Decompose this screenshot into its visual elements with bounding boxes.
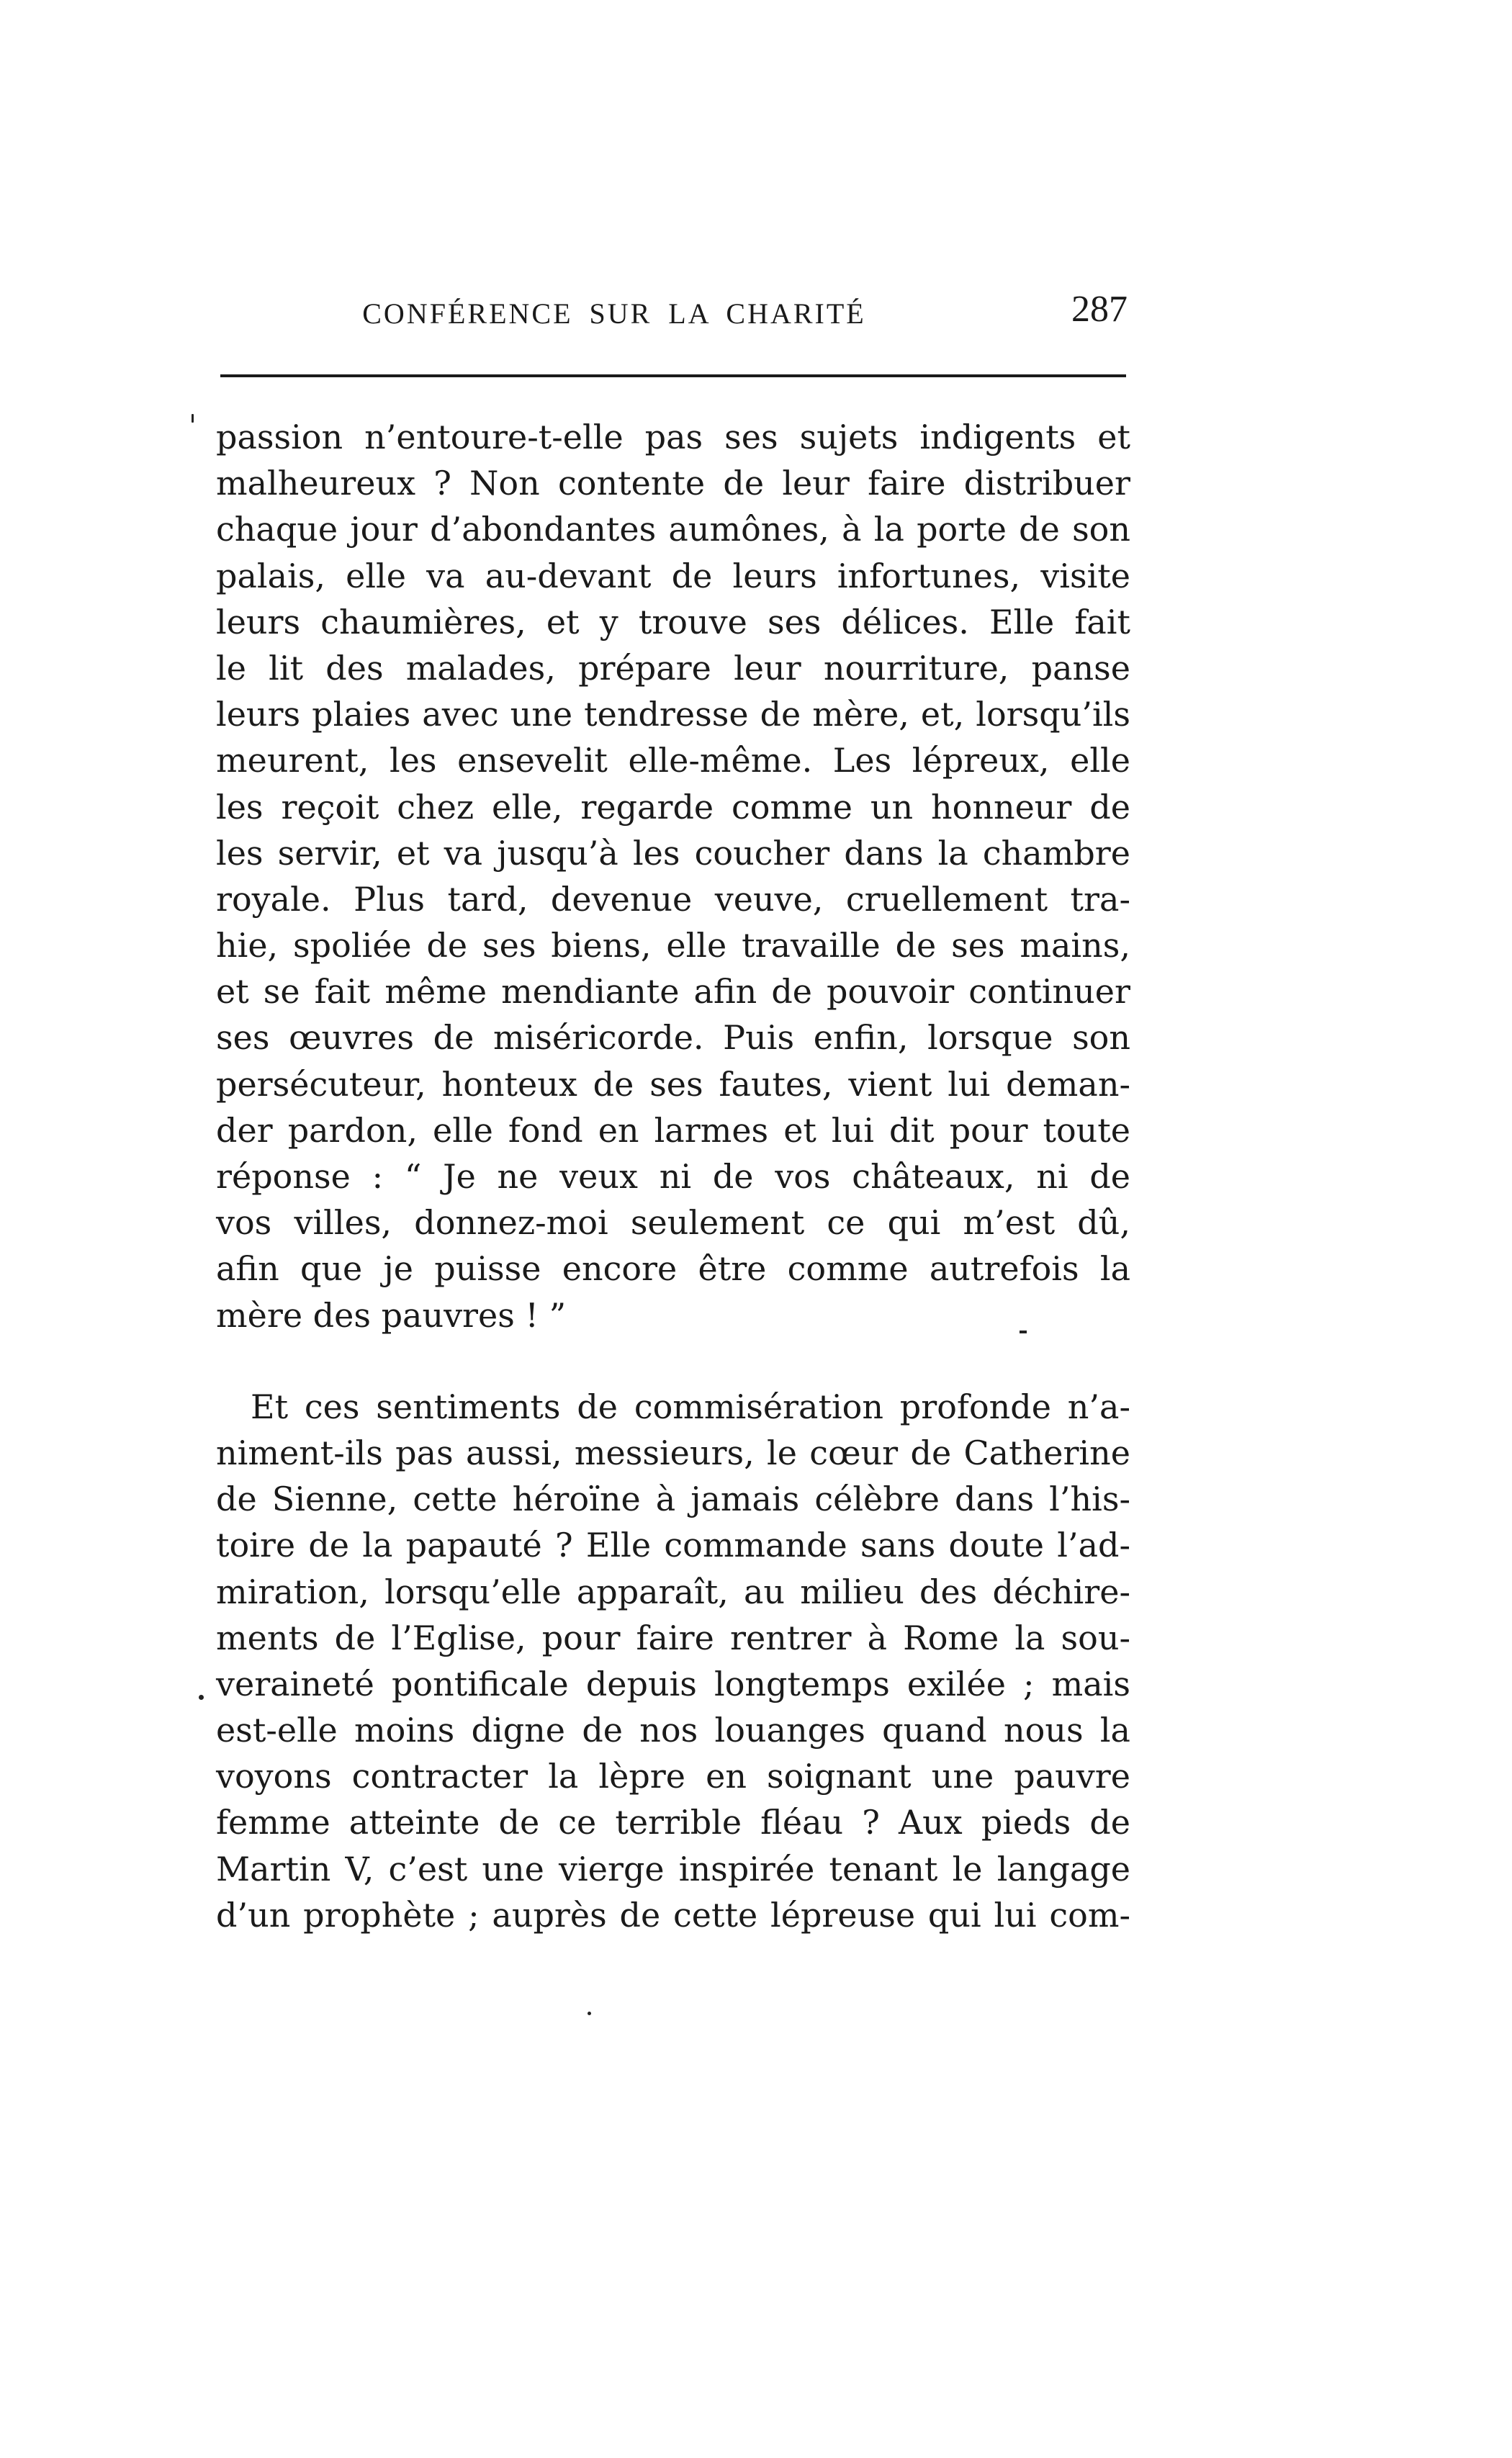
text-line: afin que je puisse encore être comme autrefois la bbox=[216, 1249, 1130, 1289]
paragraph-2 bbox=[216, 1384, 1130, 1938]
text-line: d’un prophète ; auprès de cette lépreuse qui lui com- bbox=[216, 1895, 1130, 1935]
text-line: de Sienne, cette héroïne à jamais célèbre dans l’his- bbox=[216, 1480, 1130, 1519]
running-title: CONFÉRENCE SUR LA CHARITÉ bbox=[362, 297, 866, 330]
margin-speck bbox=[199, 1695, 204, 1700]
text-line: ses œuvres de miséricorde. Puis enfin, lorsque son bbox=[216, 1018, 1130, 1058]
text-line: niment-ils pas aussi, messieurs, le cœur de Catherine bbox=[216, 1433, 1130, 1472]
margin-speck bbox=[588, 2012, 591, 2015]
paragraph-1 bbox=[216, 414, 1130, 1338]
margin-speck bbox=[192, 414, 194, 423]
text-line: Martin V, c’est une vierge inspirée tenant le langage bbox=[216, 1849, 1130, 1888]
text-line: le lit des malades, prépare leur nourriture, panse bbox=[216, 648, 1130, 688]
text-line: malheureux ? Non contente de leur faire distribuer bbox=[216, 464, 1130, 503]
paragraph-gap bbox=[216, 1338, 1130, 1384]
page-number: 287 bbox=[1071, 289, 1128, 330]
text-line: royale. Plus tard, devenue veuve, cruellement tra- bbox=[216, 879, 1130, 919]
text-line: palais, elle va au-devant de leurs infortunes, visite bbox=[216, 556, 1130, 595]
running-head bbox=[216, 288, 1128, 338]
text-line: veraineté pontificale depuis longtemps exilée ; mais bbox=[216, 1664, 1130, 1703]
text-line: voyons contracter la lèpre en soignant une pauvre bbox=[216, 1757, 1130, 1796]
text-line: leurs chaumières, et y trouve ses délices. Elle fait bbox=[216, 602, 1130, 641]
text-line: persécuteur, honteux de ses fautes, vient lui deman- bbox=[216, 1064, 1130, 1104]
header-rule bbox=[220, 374, 1126, 377]
text-line: femme atteinte de ce terrible fléau ? Aux pieds de bbox=[216, 1803, 1130, 1842]
text-line: Et ces sentiments de commisération profonde n’a- bbox=[251, 1387, 1130, 1426]
text-line: les reçoit chez elle, regarde comme un honneur de bbox=[216, 787, 1130, 827]
text-line: leurs plaies avec une tendresse de mère, et, lorsqu’ils bbox=[216, 695, 1130, 734]
text-line: et se fait même mendiante afin de pouvoir continuer bbox=[216, 972, 1130, 1012]
text-line: toire de la papauté ? Elle commande sans doute l’ad- bbox=[216, 1526, 1130, 1565]
text-line: meurent, les ensevelit elle-même. Les lépreux, elle bbox=[216, 741, 1130, 780]
body-text bbox=[216, 414, 1130, 1938]
text-line: réponse : “ Je ne veux ni de vos châteaux, ni de bbox=[216, 1157, 1130, 1196]
text-line: ments de l’Eglise, pour faire rentrer à Rome la sou- bbox=[216, 1618, 1130, 1657]
text-line: chaque jour d’abondantes aumônes, à la porte de son bbox=[216, 510, 1130, 549]
text-line: mère des pauvres ! ” bbox=[216, 1295, 567, 1335]
text-line: les servir, et va jusqu’à les coucher dans la chambre bbox=[216, 833, 1130, 873]
text-line: vos villes, donnez-moi seulement ce qui m’est dû, bbox=[216, 1203, 1130, 1243]
text-line: der pardon, elle fond en larmes et lui dit pour toute bbox=[216, 1110, 1130, 1150]
text-line: passion n’entoure-t-elle pas ses sujets indigents et bbox=[216, 418, 1130, 456]
text-line: miration, lorsqu’elle apparaît, au milieu des déchire- bbox=[216, 1572, 1130, 1611]
text-line: est-elle moins digne de nos louanges quand nous la bbox=[216, 1711, 1130, 1750]
text-line: hie, spoliée de ses biens, elle travaille de ses mains, bbox=[216, 926, 1130, 965]
